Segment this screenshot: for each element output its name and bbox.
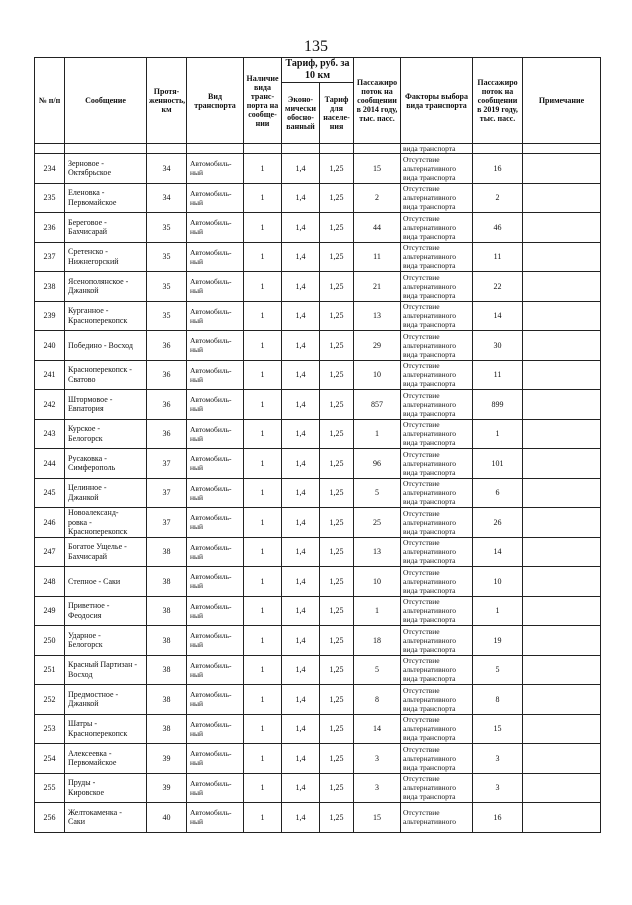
- tariff-econ: 1,4: [282, 773, 320, 803]
- header-tariff-pop: Тариф для населе-ния: [320, 83, 354, 144]
- continuation-row: [35, 144, 601, 154]
- table-row: [35, 301, 601, 331]
- transport-type: Автомобиль- ный: [187, 596, 244, 626]
- table-body: [35, 144, 601, 833]
- table-row: [35, 803, 601, 833]
- availability: 1: [244, 773, 282, 803]
- note: [523, 567, 601, 597]
- header-transport-type: Вид транспорта: [187, 58, 244, 144]
- selection-factors: Отсутствие альтернативного вида транспорта: [401, 714, 473, 744]
- flow-2019: 6: [473, 478, 523, 508]
- selection-factors: Отсутствие альтернативного вида транспорта: [401, 478, 473, 508]
- selection-factors: Отсутствие альтернативного вида транспорта: [401, 419, 473, 449]
- tariff-econ: 1,4: [282, 360, 320, 390]
- table-row: [35, 360, 601, 390]
- tariff-pop: 1,25: [320, 183, 354, 213]
- transport-type: Автомобиль- ный: [187, 242, 244, 272]
- route-name: Зерновое - Октябрьское: [65, 154, 147, 184]
- row-number: 253: [35, 714, 65, 744]
- tariff-econ: 1,4: [282, 154, 320, 184]
- flow-2019: 8: [473, 685, 523, 715]
- note: [523, 714, 601, 744]
- note: [523, 213, 601, 243]
- route-length: 34: [147, 183, 187, 213]
- tariff-econ: 1,4: [282, 803, 320, 833]
- note: [523, 537, 601, 567]
- flow-2014: 2: [354, 183, 401, 213]
- transport-type: Автомобиль- ный: [187, 685, 244, 715]
- tariff-econ: 1,4: [282, 390, 320, 420]
- header-message: Сообщение: [65, 58, 147, 144]
- availability: 1: [244, 301, 282, 331]
- table-row: [35, 714, 601, 744]
- selection-factors: Отсутствие альтернативного вида транспорта: [401, 626, 473, 656]
- availability: 1: [244, 567, 282, 597]
- header-num: № п/п: [35, 58, 65, 144]
- table-row: [35, 537, 601, 567]
- note: [523, 419, 601, 449]
- row-number: 237: [35, 242, 65, 272]
- flow-2019: 30: [473, 331, 523, 361]
- selection-factors: Отсутствие альтернативного вида транспорта: [401, 449, 473, 479]
- flow-2014: 15: [354, 803, 401, 833]
- route-length: 38: [147, 655, 187, 685]
- flow-2014: 21: [354, 272, 401, 302]
- flow-2019: 11: [473, 242, 523, 272]
- route-length: 38: [147, 714, 187, 744]
- row-number: 242: [35, 390, 65, 420]
- row-number: 254: [35, 744, 65, 774]
- route-length: 34: [147, 154, 187, 184]
- route-name: Новоалександ- ровка - Красноперекопск: [65, 508, 147, 538]
- tariff-econ: 1,4: [282, 183, 320, 213]
- availability: 1: [244, 183, 282, 213]
- route-name: Пруды - Кировское: [65, 773, 147, 803]
- tariff-econ: 1,4: [282, 272, 320, 302]
- route-length: 38: [147, 596, 187, 626]
- tariff-econ: 1,4: [282, 301, 320, 331]
- flow-2019: 16: [473, 154, 523, 184]
- route-name: Целинное - Джанкой: [65, 478, 147, 508]
- route-name: Еленовка - Первомайское: [65, 183, 147, 213]
- table-row: [35, 685, 601, 715]
- note: [523, 803, 601, 833]
- continuation-text: вида транспорта: [401, 144, 473, 154]
- row-number: 251: [35, 655, 65, 685]
- flow-2019: 10: [473, 567, 523, 597]
- tariff-econ: 1,4: [282, 567, 320, 597]
- note: [523, 655, 601, 685]
- flow-2019: 101: [473, 449, 523, 479]
- header-flow-2014: Пассажиро поток на сообщении в 2014 году, тыс. пасс.: [354, 58, 401, 144]
- route-length: 40: [147, 803, 187, 833]
- flow-2014: 3: [354, 773, 401, 803]
- table-row: [35, 331, 601, 361]
- page-number: 135: [304, 38, 328, 55]
- flow-2014: 10: [354, 360, 401, 390]
- selection-factors: Отсутствие альтернативного вида транспорта: [401, 567, 473, 597]
- transport-type: Автомобиль- ный: [187, 301, 244, 331]
- availability: 1: [244, 596, 282, 626]
- flow-2014: 13: [354, 537, 401, 567]
- availability: 1: [244, 272, 282, 302]
- flow-2014: 8: [354, 685, 401, 715]
- transport-type: Автомобиль- ный: [187, 655, 244, 685]
- table-row: [35, 390, 601, 420]
- note: [523, 242, 601, 272]
- route-length: 39: [147, 744, 187, 774]
- flow-2019: 14: [473, 301, 523, 331]
- flow-2019: 899: [473, 390, 523, 420]
- tariff-pop: 1,25: [320, 390, 354, 420]
- flow-2019: 1: [473, 419, 523, 449]
- availability: 1: [244, 390, 282, 420]
- flow-2014: 857: [354, 390, 401, 420]
- flow-2014: 44: [354, 213, 401, 243]
- route-name: Желтокаменка - Саки: [65, 803, 147, 833]
- route-name: Курское - Белогорск: [65, 419, 147, 449]
- table-row: [35, 508, 601, 538]
- flow-2014: 1: [354, 596, 401, 626]
- selection-factors: Отсутствие альтернативного вида транспорта: [401, 360, 473, 390]
- table-row: [35, 154, 601, 184]
- row-number: 236: [35, 213, 65, 243]
- route-length: 37: [147, 478, 187, 508]
- transport-type: Автомобиль- ный: [187, 360, 244, 390]
- tariff-pop: 1,25: [320, 773, 354, 803]
- selection-factors: Отсутствие альтернативного: [401, 803, 473, 833]
- tariff-econ: 1,4: [282, 685, 320, 715]
- route-name: Шатры - Красноперекопск: [65, 714, 147, 744]
- transport-type: Автомобиль- ный: [187, 183, 244, 213]
- note: [523, 331, 601, 361]
- tariff-pop: 1,25: [320, 744, 354, 774]
- row-number: 244: [35, 449, 65, 479]
- flow-2019: 46: [473, 213, 523, 243]
- transport-type: Автомобиль- ный: [187, 626, 244, 656]
- row-number: 252: [35, 685, 65, 715]
- transport-type: Автомобиль- ный: [187, 537, 244, 567]
- route-length: 38: [147, 537, 187, 567]
- table-row: [35, 272, 601, 302]
- flow-2014: 1: [354, 419, 401, 449]
- header-flow-2019: Пассажиро поток на сообщении в 2019 году, тыс. пасс.: [473, 58, 523, 144]
- flow-2014: 96: [354, 449, 401, 479]
- tariff-pop: 1,25: [320, 242, 354, 272]
- flow-2014: 5: [354, 478, 401, 508]
- tariff-econ: 1,4: [282, 626, 320, 656]
- note: [523, 272, 601, 302]
- note: [523, 626, 601, 656]
- tariff-pop: 1,25: [320, 213, 354, 243]
- selection-factors: Отсутствие альтернативного вида транспорта: [401, 596, 473, 626]
- tariff-pop: 1,25: [320, 714, 354, 744]
- transport-type: Автомобиль- ный: [187, 508, 244, 538]
- flow-2014: 3: [354, 744, 401, 774]
- table-row: [35, 419, 601, 449]
- route-length: 39: [147, 773, 187, 803]
- row-number: 248: [35, 567, 65, 597]
- transport-type: Автомобиль- ный: [187, 390, 244, 420]
- tariff-pop: 1,25: [320, 803, 354, 833]
- selection-factors: Отсутствие альтернативного вида транспорта: [401, 537, 473, 567]
- tariff-pop: 1,25: [320, 537, 354, 567]
- tariff-pop: 1,25: [320, 626, 354, 656]
- header-length: Протя-женность, км: [147, 58, 187, 144]
- selection-factors: Отсутствие альтернативного вида транспорта: [401, 655, 473, 685]
- header-tariff-econ: Эконо-мически обосно-ванный: [282, 83, 320, 144]
- flow-2014: 25: [354, 508, 401, 538]
- row-number: 235: [35, 183, 65, 213]
- tariff-pop: 1,25: [320, 272, 354, 302]
- selection-factors: Отсутствие альтернативного вида транспорта: [401, 183, 473, 213]
- route-name: Победино - Восход: [65, 331, 147, 361]
- selection-factors: Отсутствие альтернативного вида транспорта: [401, 301, 473, 331]
- tariff-pop: 1,25: [320, 596, 354, 626]
- tariff-pop: 1,25: [320, 449, 354, 479]
- route-name: Ударное - Белогорск: [65, 626, 147, 656]
- flow-2014: 15: [354, 154, 401, 184]
- flow-2014: 18: [354, 626, 401, 656]
- flow-2019: 2: [473, 183, 523, 213]
- tariff-pop: 1,25: [320, 331, 354, 361]
- tariff-econ: 1,4: [282, 331, 320, 361]
- tariff-econ: 1,4: [282, 449, 320, 479]
- route-length: 38: [147, 567, 187, 597]
- route-length: 36: [147, 390, 187, 420]
- tariff-econ: 1,4: [282, 537, 320, 567]
- header-tariff-group: Тариф, руб. за 10 км: [282, 58, 354, 83]
- table-row: [35, 449, 601, 479]
- availability: 1: [244, 360, 282, 390]
- tariff-econ: 1,4: [282, 596, 320, 626]
- selection-factors: Отсутствие альтернативного вида транспорта: [401, 685, 473, 715]
- tariff-pop: 1,25: [320, 685, 354, 715]
- route-length: 35: [147, 213, 187, 243]
- route-length: 35: [147, 242, 187, 272]
- flow-2019: 19: [473, 626, 523, 656]
- flow-2019: 5: [473, 655, 523, 685]
- note: [523, 596, 601, 626]
- tariff-econ: 1,4: [282, 508, 320, 538]
- row-number: 240: [35, 331, 65, 361]
- header-availability: Наличие вида транс-порта на сообще-нии: [244, 58, 282, 144]
- route-name: Береговое - Бахчисарай: [65, 213, 147, 243]
- flow-2019: 1: [473, 596, 523, 626]
- route-name: Курганное - Красноперекопск: [65, 301, 147, 331]
- table-row: [35, 478, 601, 508]
- route-length: 35: [147, 301, 187, 331]
- transport-type: Автомобиль- ный: [187, 567, 244, 597]
- tariff-pop: 1,25: [320, 419, 354, 449]
- route-length: 37: [147, 449, 187, 479]
- flow-2014: 11: [354, 242, 401, 272]
- flow-2019: 26: [473, 508, 523, 538]
- table-row: [35, 596, 601, 626]
- availability: 1: [244, 478, 282, 508]
- table-row: [35, 183, 601, 213]
- tariff-econ: 1,4: [282, 478, 320, 508]
- transport-type: Автомобиль- ный: [187, 478, 244, 508]
- availability: 1: [244, 744, 282, 774]
- selection-factors: Отсутствие альтернативного вида транспорта: [401, 773, 473, 803]
- route-name: Русаковка - Симферополь: [65, 449, 147, 479]
- header-factors: Факторы выбора вида транспорта: [401, 58, 473, 144]
- tariff-pop: 1,25: [320, 154, 354, 184]
- route-name: Красный Партизан - Восход: [65, 655, 147, 685]
- transport-type: Автомобиль- ный: [187, 773, 244, 803]
- table-row: [35, 213, 601, 243]
- flow-2019: 14: [473, 537, 523, 567]
- note: [523, 183, 601, 213]
- availability: 1: [244, 685, 282, 715]
- route-length: 36: [147, 331, 187, 361]
- availability: 1: [244, 714, 282, 744]
- note: [523, 508, 601, 538]
- note: [523, 685, 601, 715]
- table-row: [35, 242, 601, 272]
- row-number: 255: [35, 773, 65, 803]
- row-number: 256: [35, 803, 65, 833]
- flow-2019: 3: [473, 744, 523, 774]
- selection-factors: Отсутствие альтернативного вида транспорта: [401, 213, 473, 243]
- transport-type: Автомобиль- ный: [187, 803, 244, 833]
- row-number: 250: [35, 626, 65, 656]
- note: [523, 449, 601, 479]
- note: [523, 154, 601, 184]
- route-name: Приветное - Феодосия: [65, 596, 147, 626]
- tariff-pop: 1,25: [320, 478, 354, 508]
- route-length: 38: [147, 626, 187, 656]
- selection-factors: Отсутствие альтернативного вида транспорта: [401, 744, 473, 774]
- flow-2014: 29: [354, 331, 401, 361]
- tariff-pop: 1,25: [320, 360, 354, 390]
- row-number: 238: [35, 272, 65, 302]
- tariff-pop: 1,25: [320, 655, 354, 685]
- header-note: Примечание: [523, 58, 601, 144]
- route-length: 35: [147, 272, 187, 302]
- note: [523, 478, 601, 508]
- note: [523, 360, 601, 390]
- availability: 1: [244, 242, 282, 272]
- note: [523, 744, 601, 774]
- tariff-econ: 1,4: [282, 744, 320, 774]
- availability: 1: [244, 626, 282, 656]
- route-length: 38: [147, 685, 187, 715]
- tariff-econ: 1,4: [282, 714, 320, 744]
- selection-factors: Отсутствие альтернативного вида транспорта: [401, 242, 473, 272]
- transport-type: Автомобиль- ный: [187, 213, 244, 243]
- availability: 1: [244, 803, 282, 833]
- tariff-pop: 1,25: [320, 301, 354, 331]
- route-name: Ясенополянское - Джанкой: [65, 272, 147, 302]
- flow-2019: 11: [473, 360, 523, 390]
- note: [523, 773, 601, 803]
- selection-factors: Отсутствие альтернативного вида транспорта: [401, 331, 473, 361]
- row-number: 249: [35, 596, 65, 626]
- availability: 1: [244, 213, 282, 243]
- flow-2019: 3: [473, 773, 523, 803]
- selection-factors: Отсутствие альтернативного вида транспорта: [401, 154, 473, 184]
- transport-type: Автомобиль- ный: [187, 154, 244, 184]
- tariff-econ: 1,4: [282, 213, 320, 243]
- flow-2019: 16: [473, 803, 523, 833]
- flow-2014: 14: [354, 714, 401, 744]
- flow-2019: 22: [473, 272, 523, 302]
- tariff-pop: 1,25: [320, 508, 354, 538]
- row-number: 234: [35, 154, 65, 184]
- row-number: 247: [35, 537, 65, 567]
- route-name: Алексеевка - Первомайское: [65, 744, 147, 774]
- transport-type: Автомобиль- ный: [187, 744, 244, 774]
- row-number: 239: [35, 301, 65, 331]
- transport-type: Автомобиль- ный: [187, 272, 244, 302]
- table-row: [35, 626, 601, 656]
- availability: 1: [244, 537, 282, 567]
- flow-2014: 5: [354, 655, 401, 685]
- selection-factors: Отсутствие альтернативного вида транспорта: [401, 390, 473, 420]
- flow-2014: 10: [354, 567, 401, 597]
- route-length: 36: [147, 419, 187, 449]
- route-length: 36: [147, 360, 187, 390]
- availability: 1: [244, 331, 282, 361]
- note: [523, 390, 601, 420]
- table-row: [35, 773, 601, 803]
- route-name: Красноперекопск - Сватово: [65, 360, 147, 390]
- tariff-econ: 1,4: [282, 655, 320, 685]
- table-row: [35, 567, 601, 597]
- route-name: Штормовое - Евпатория: [65, 390, 147, 420]
- note: [523, 301, 601, 331]
- flow-2019: 15: [473, 714, 523, 744]
- transport-type: Автомобиль- ный: [187, 419, 244, 449]
- transport-type: Автомобиль- ный: [187, 449, 244, 479]
- tariff-pop: 1,25: [320, 567, 354, 597]
- selection-factors: Отсутствие альтернативного вида транспорта: [401, 508, 473, 538]
- route-name: Степное - Саки: [65, 567, 147, 597]
- route-length: 37: [147, 508, 187, 538]
- flow-2014: 13: [354, 301, 401, 331]
- tariff-econ: 1,4: [282, 419, 320, 449]
- availability: 1: [244, 449, 282, 479]
- row-number: 243: [35, 419, 65, 449]
- row-number: 245: [35, 478, 65, 508]
- tariff-econ: 1,4: [282, 242, 320, 272]
- table-row: [35, 744, 601, 774]
- transport-type: Автомобиль- ный: [187, 331, 244, 361]
- route-name: Сретенско - Нижнегорский: [65, 242, 147, 272]
- routes-table: [34, 57, 601, 833]
- availability: 1: [244, 419, 282, 449]
- row-number: 246: [35, 508, 65, 538]
- selection-factors: Отсутствие альтернативного вида транспорта: [401, 272, 473, 302]
- availability: 1: [244, 655, 282, 685]
- table-row: [35, 655, 601, 685]
- route-name: Предмостное - Джанкой: [65, 685, 147, 715]
- row-number: 241: [35, 360, 65, 390]
- availability: 1: [244, 154, 282, 184]
- availability: 1: [244, 508, 282, 538]
- transport-type: Автомобиль- ный: [187, 714, 244, 744]
- route-name: Богатое Ущелье - Бахчисарай: [65, 537, 147, 567]
